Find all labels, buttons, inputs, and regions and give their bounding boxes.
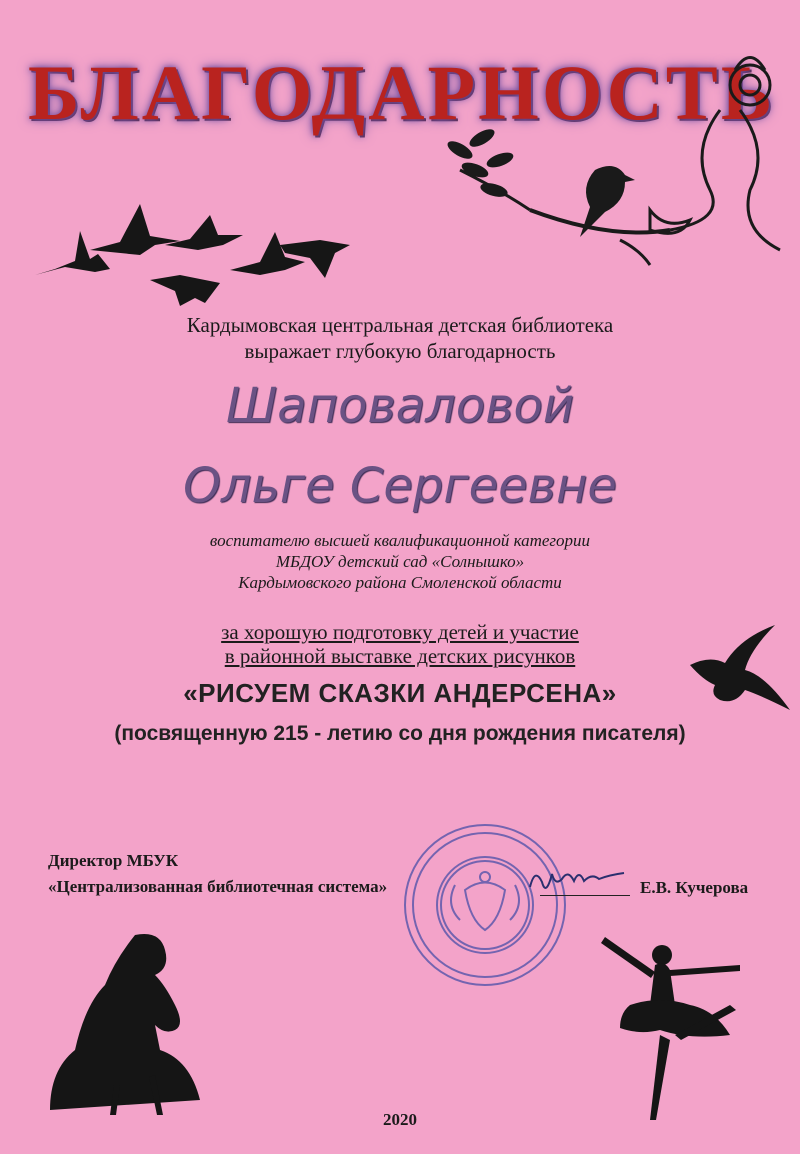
- reason-text: [0, 620, 800, 668]
- library-line-2: выражает глубокую благодарность: [244, 339, 556, 363]
- flying-birds-decoration: [30, 200, 360, 310]
- library-line-1: Кардымовская центральная детская библиотека: [186, 313, 614, 337]
- director-name: Е.В. Кучерова: [640, 878, 749, 897]
- director-block: [48, 848, 387, 900]
- reason-line-1: за хорошую подготовку детей и участие: [221, 620, 579, 644]
- position-line-3: Кардымовского района Смоленской области: [238, 573, 562, 592]
- seated-figure-silhouette: [40, 925, 200, 1115]
- event-title: «РИСУЕМ СКАЗКИ АНДЕРСЕНА»: [183, 678, 617, 708]
- branch-bird-decoration: [420, 30, 800, 270]
- recipient-position: [0, 530, 800, 593]
- recipient-surname: Шаповаловой: [225, 378, 575, 434]
- library-statement: [0, 312, 800, 364]
- position-line-1: воспитателю высшей квалификационной категории: [209, 531, 591, 550]
- dedication-text: (посвященную 215 - летию со дня рождения писателя): [114, 722, 686, 745]
- reason-line-2: в районной выставке детских рисунков: [224, 644, 576, 668]
- ballerina-silhouette: [600, 925, 770, 1125]
- director-signature: [525, 862, 635, 902]
- certificate-year: 2020: [383, 1110, 417, 1129]
- recipient-name: Ольге Сергеевне: [183, 458, 617, 514]
- position-line-2: МБДОУ детский сад «Солнышко»: [275, 552, 525, 571]
- certificate-title: БЛАГОДАРНОСТЬ: [28, 49, 776, 136]
- director-organization: «Централизованная библиотечная система»: [48, 877, 388, 896]
- signature-line: [540, 895, 630, 896]
- official-stamp: [395, 815, 575, 995]
- director-title: Директор МБУК: [48, 851, 179, 870]
